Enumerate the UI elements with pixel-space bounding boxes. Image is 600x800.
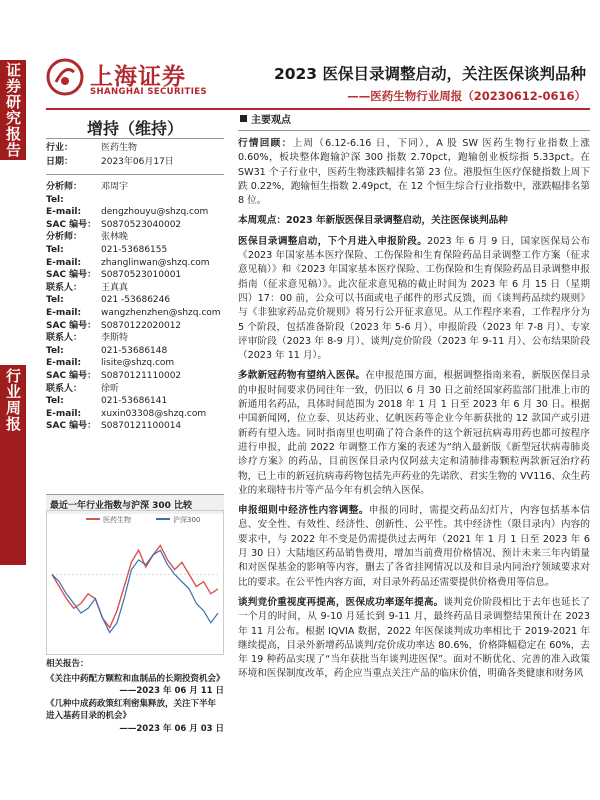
paragraph-economics — [238, 504, 590, 590]
rating-divider — [46, 138, 224, 139]
analyst-key: 分析师： — [46, 182, 83, 192]
analyst-row — [46, 244, 226, 257]
paragraph-body: 谈判竞价阶段相比于去年也延长了一个月的时间，从 9-10 月延长到 9-11 月，最终药品目录调整结果预计在 2023 年 11 月公布。根据 IQVIA 数据，2022 年医保谈判成功率相比于 2019-2021 年继续提高，目录外新增药品谈判/竞价成功率达 80.6%，价格降幅稳定在 60%，去年 19 种药品实现了“当年获批当年谈判进医保”。面对不断优化、完善的准入政策环境和医保制度改革，药企应当重点关注产品的临床价值，明确各类健康和财务风 — [238, 596, 591, 680]
analyst-row — [46, 282, 226, 295]
paragraph-lead: 申报细则中经济性内容调整。 — [238, 505, 369, 517]
analyst-row — [46, 181, 226, 194]
analyst-value: lisite@shzq.com — [101, 358, 175, 369]
analyst-row — [46, 294, 226, 307]
analyst-key: Tel: — [46, 345, 64, 356]
related-reports — [46, 658, 224, 735]
analyst-row — [46, 219, 226, 232]
industry-value: 医药生物 — [101, 143, 138, 153]
paragraph-body: 2023 年 6 月 9 日，国家医保局公布《2023 年国家基本医疗保险、工伤保险和生育保险药品目录调整工作方案（征求意见稿）》和《2023 年国家基本医疗保险、工伤保险和生育保险药品目录调整申报指南（征求意见稿）》。此次征求意见稿的截止时间为 2023 年 6 月 15 日（星期四）17：00 前，公众可以书面或电子邮件的形式反馈，而《谈判药品续约规则》与《非独家药品竞价规则》将另行公开征求意见。从工作程序来看，工作程序分为 5 个阶段，包括准备阶段（2023 年 5-6 月）、申报阶段（2023 年 7-8 月）、专家评审阶段（2023 年 8-9 月）、谈判/竞价阶段（2023 年 9-11 月）、公布结果阶段（2023 年 11 月）。 — [238, 235, 591, 362]
sidebar-label-weekly: 行业周报 — [4, 368, 22, 432]
paragraph-body: 上周（6.12-6.16 日，下同），A 股 SW 医药生物行业指数上涨 0.60%，板块整体跑输沪深 300 指数 2.70pct，跑输创业板综指 5.33pct。在 SW31 个子行业中，医药生物涨跌幅排名第 23 位。港股恒生医疗保健指数上周下跌 0.22%，跑输恒生指数 2.49pct，在 12 个恒生综合行业指数中，涨跌幅排名第 8 位。 — [238, 138, 590, 207]
related-head: 相关报告： — [46, 659, 89, 669]
analyst-value: wangzhenzhen@shzq.com — [101, 307, 221, 318]
analyst-row — [46, 206, 226, 219]
related-report-title[interactable]: 《关注中药配方颗粒和血制品的长期投资机会》 — [46, 673, 225, 684]
analyst-value: 李斯特 — [101, 333, 129, 344]
legend-label: 沪深300 — [173, 516, 201, 524]
analyst-key: E-mail: — [46, 358, 82, 369]
analyst-row — [46, 383, 226, 396]
paragraph-market-review — [238, 137, 590, 208]
related-report-date: ——2023 年 06 月 03 日 — [119, 723, 224, 734]
analyst-row — [46, 257, 226, 270]
analyst-value: dengzhouyu@shzq.com — [101, 207, 209, 218]
paragraph-catalog-adjust — [238, 235, 590, 364]
analyst-row — [46, 332, 226, 345]
series-line-hs300 — [52, 550, 218, 632]
analyst-key: Tel: — [46, 295, 64, 306]
logo-text-en: SHANGHAI SECURITIES — [90, 87, 207, 97]
analyst-value: 张林晚 — [101, 232, 129, 243]
analyst-row — [46, 370, 226, 383]
rating: 增持（维持） — [86, 119, 183, 138]
header-divider — [46, 108, 590, 110]
industry-row — [46, 142, 226, 155]
analyst-row — [46, 345, 226, 358]
analyst-key: SAC 编号： — [46, 370, 97, 381]
analyst-key: SAC 编号： — [46, 270, 97, 281]
legend-label: 医药生物 — [103, 516, 131, 524]
related-report-date: ——2023 年 06 月 11 日 — [119, 686, 224, 696]
analyst-key: 联系人： — [46, 383, 83, 394]
analyst-value: S0870523010001 — [101, 270, 182, 281]
related-report-title[interactable]: 《几种中成药政策红利密集释放，关注下半年进入基药目录的机会》 — [46, 698, 217, 721]
analyst-row — [46, 194, 226, 207]
analyst-row — [46, 408, 226, 421]
series-line-industry — [52, 545, 218, 627]
analyst-value: 徐昕 — [101, 383, 120, 394]
analyst-value: 邓周宇 — [101, 182, 129, 192]
paragraph-lead: 多款新冠药物有望纳入医保。 — [238, 370, 366, 382]
logo-mark-icon — [46, 58, 84, 96]
analyst-key: Tel: — [46, 194, 64, 205]
analyst-value: 王真真 — [101, 282, 129, 293]
date-value: 2023年06月17日 — [101, 157, 174, 167]
analyst-value: S0870121100014 — [101, 421, 182, 432]
index-comparison-chart — [46, 510, 224, 655]
date-row — [46, 156, 226, 169]
paragraph-body: 申报的同时，需提交药品幻灯片，内容包括基本信息、安全性、有效性、经济性、创新性、公平性。其中经济性（限目录内）内容的要求中，与 2022 年不变是仍需提供过去两年（2021 年 1 月 1 日至 2023 年 6 月 30 日）大陆地区药品销售费用，增加当前费用价格情况、预计未来三年内销量和对医保基金的影响等内容，删去了各省挂网情况以及和目录内同治疗领域要求对比的要求。在公平性内容方面，对目录外药品还需要提供价格费用等信息。 — [238, 505, 591, 588]
analyst-key: E-mail: — [46, 307, 82, 318]
report-title: 2023 医保目录调整启动，关注医保谈判品种 — [273, 65, 586, 83]
square-bullet-icon — [240, 115, 247, 122]
chart-frame — [47, 511, 224, 655]
analyst-row — [46, 395, 226, 408]
analyst-key: 联系人： — [46, 282, 83, 293]
date-key: 日期： — [46, 157, 74, 167]
chart-container — [46, 510, 224, 655]
analyst-list — [46, 181, 226, 433]
analyst-key: Tel: — [46, 244, 64, 255]
analyst-value: xuxin03308@shzq.com — [101, 408, 207, 419]
analyst-row — [46, 307, 226, 320]
analyst-value: S0870523040002 — [101, 219, 182, 230]
paragraph-lead: 谈判竞价重视度再提高，医保成功率逐年提高。 — [238, 596, 444, 608]
analyst-value: 021 -53686246 — [101, 295, 171, 306]
analyst-key: SAC 编号： — [46, 320, 97, 331]
sidebar-label-report-type: 证券研究报告 — [4, 62, 22, 158]
analyst-key: E-mail: — [46, 207, 82, 218]
analyst-value: S0870122020012 — [101, 320, 182, 331]
paragraph-covid-drugs — [238, 369, 590, 498]
chart-title: 最近一年行业指数与沪深 300 比较 — [46, 494, 224, 514]
analyst-value: 021-53686155 — [101, 244, 168, 255]
meta-divider — [46, 174, 224, 175]
paragraph-weekly-view: 本周观点：2023 年新版医保目录调整启动，关注医保谈判品种 — [238, 215, 508, 227]
left-sidebar — [0, 0, 26, 800]
analyst-value: 021-53686141 — [101, 396, 168, 407]
analyst-key: 分析师： — [46, 232, 83, 243]
analyst-key: 联系人： — [46, 333, 83, 344]
analyst-row — [46, 420, 226, 433]
main-content — [238, 112, 590, 688]
paragraph-negotiation — [238, 596, 590, 682]
paragraph-body: 在申报范围方面，根据调整指南来看，新版医保目录的申报时间要求仍同往年一致，仍旧以 6 月 30 日之前经国家药监部门批准上市的新通用名药品，具体时间范围为 2018 年 1 月 1 日至 2023 年 6 月 30 日。根据中国新闻网，位立泰、贝达药业、亿帆医药等企业今年新获批的 12 款国产或引进新药有望入选。同时指南里也明确了符合条件的这个新冠抗病毒用药也都可按程序进行申报，此前 2022 年调整工作方案的表述为“纳入最新版《新型冠状病毒肺炎诊疗方案》的药品，目前医保目录内仅阿兹夫定和清肺排毒颗粒两款新冠治疗药物，已上市的新冠抗病毒药物包括先声药业的先诺欣、君实生物的 VV116、众生药业的来瑞特韦片等产品今年有机会纳入医保。 — [238, 370, 591, 496]
analyst-row — [46, 269, 226, 282]
analyst-row — [46, 231, 226, 244]
analyst-key: E-mail: — [46, 408, 82, 419]
analyst-value: S0870121110002 — [101, 370, 182, 381]
company-logo — [46, 58, 221, 100]
paragraph-lead: 行情回顾： — [238, 138, 293, 149]
analyst-row — [46, 320, 226, 333]
paragraph-lead: 医保目录调整启动，下个月进入申报阶段。 — [238, 235, 428, 247]
section-header — [238, 112, 590, 131]
analyst-key: Tel: — [46, 396, 64, 407]
analyst-value: zhanglinwan@shzq.com — [101, 257, 210, 268]
industry-key: 行业： — [46, 143, 74, 153]
analyst-value: 021-53686148 — [101, 345, 168, 356]
report-subtitle: ——医药生物行业周报（20230612-0616） — [347, 89, 586, 103]
section-title: 主要观点 — [251, 115, 291, 126]
analyst-key: E-mail: — [46, 257, 82, 268]
logo-text-cn: 上海证券 — [90, 64, 186, 90]
analyst-key: SAC 编号： — [46, 421, 97, 432]
analyst-key: SAC 编号： — [46, 219, 97, 230]
analyst-row — [46, 357, 226, 370]
